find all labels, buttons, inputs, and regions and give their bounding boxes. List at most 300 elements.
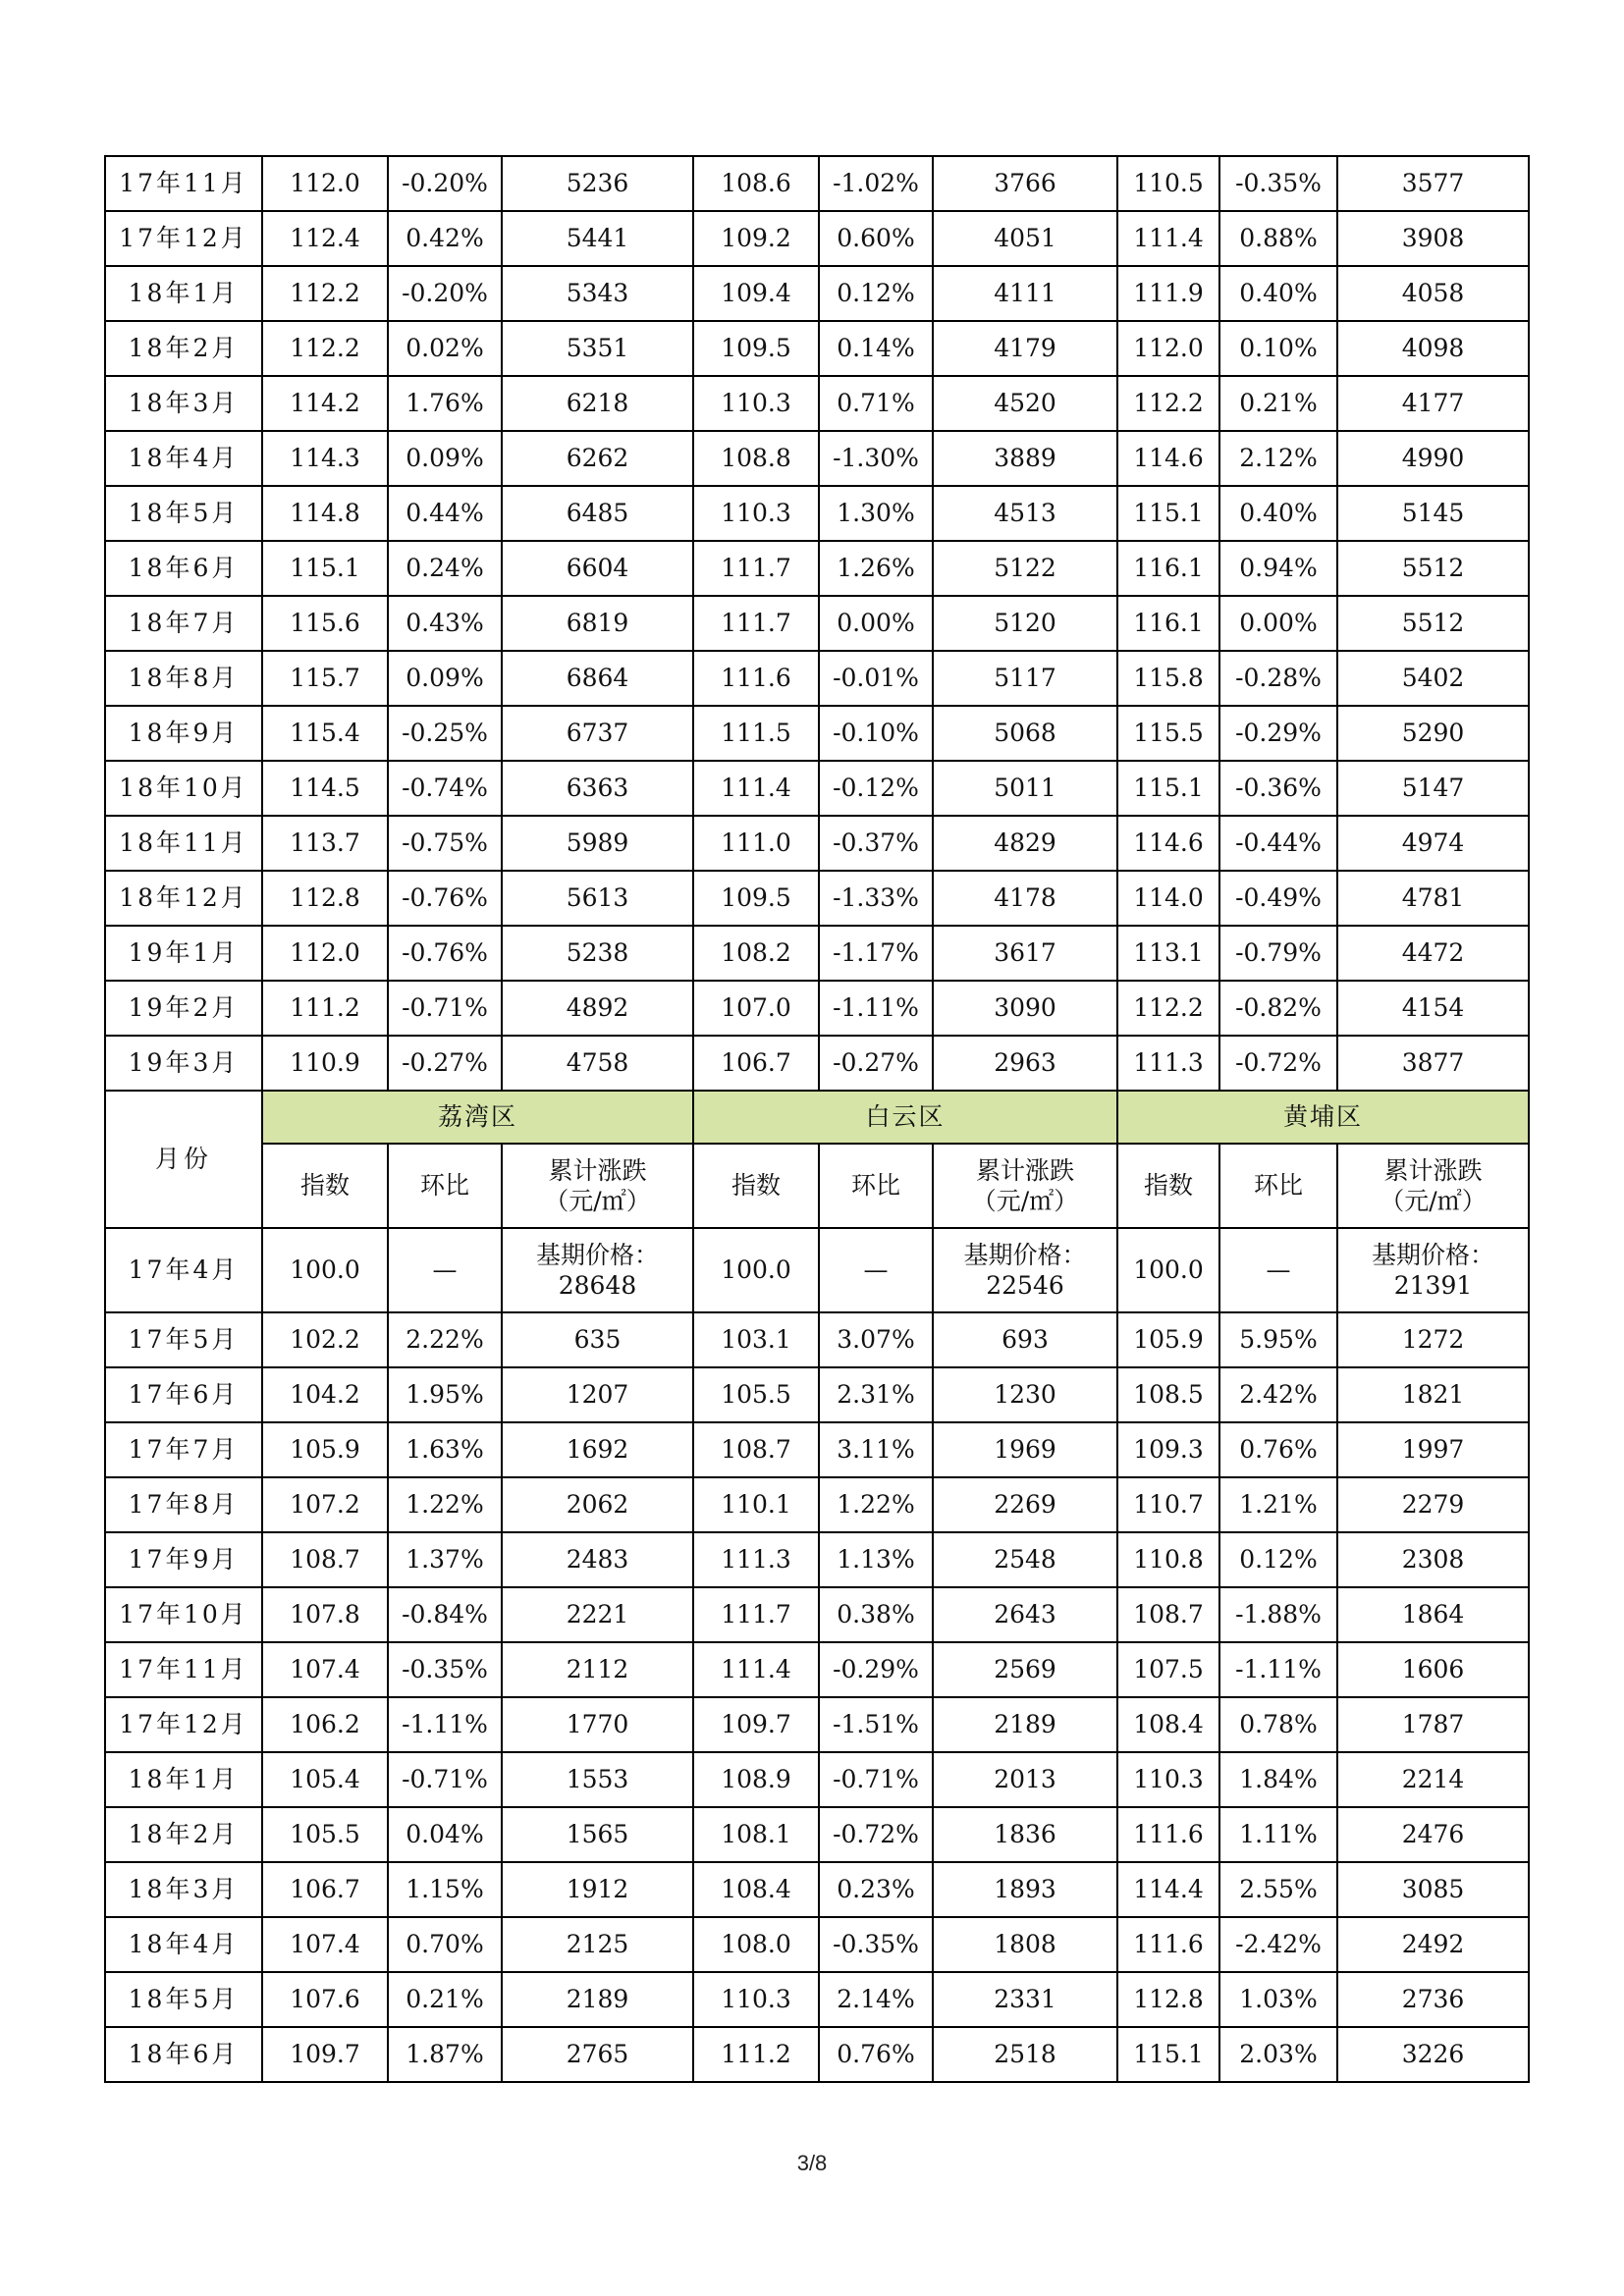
- mom-cell: -1.88%: [1219, 1587, 1337, 1642]
- index-cell: 108.5: [1117, 1367, 1219, 1422]
- index-cell: 112.8: [262, 871, 388, 926]
- mom-cell: -0.28%: [1219, 651, 1337, 706]
- cumulative-cell: 2062: [502, 1477, 693, 1532]
- mom-cell: 0.21%: [1219, 376, 1337, 431]
- index-cell: 110.3: [693, 486, 819, 541]
- header-section: [105, 1091, 1529, 1312]
- mom-cell: 1.76%: [388, 376, 502, 431]
- col-header-cumulative-line2: （元/㎡）: [1380, 1187, 1487, 1215]
- cumulative-cell: 635: [502, 1312, 693, 1367]
- cumulative-cell: 2643: [933, 1587, 1117, 1642]
- base-price-label: 基期价格：: [1371, 1240, 1494, 1269]
- index-cell: 108.6: [693, 156, 819, 211]
- base-price-cell: [1337, 1228, 1529, 1312]
- mom-cell: -0.29%: [819, 1642, 933, 1697]
- mom-cell: 5.95%: [1219, 1312, 1337, 1367]
- table-row: [105, 761, 1529, 816]
- cumulative-cell: 2963: [933, 1036, 1117, 1091]
- base-price-label: 基期价格：: [963, 1240, 1087, 1269]
- cumulative-cell: 1565: [502, 1807, 693, 1862]
- table-row: [105, 1477, 1529, 1532]
- month-cell: 18年7月: [105, 596, 262, 651]
- table-row: [105, 156, 1529, 211]
- mom-cell: -1.30%: [819, 431, 933, 486]
- cumulative-cell: 4051: [933, 211, 1117, 266]
- mom-cell: 3.11%: [819, 1422, 933, 1477]
- cumulative-cell: 1864: [1337, 1587, 1529, 1642]
- cumulative-cell: 5512: [1337, 541, 1529, 596]
- index-cell: 108.0: [693, 1917, 819, 1972]
- index-cell: 115.1: [262, 541, 388, 596]
- cumulative-cell: 3090: [933, 981, 1117, 1036]
- mom-cell: -1.17%: [819, 926, 933, 981]
- mom-cell: 0.14%: [819, 321, 933, 376]
- index-cell: 110.1: [693, 1477, 819, 1532]
- index-cell: 111.4: [693, 1642, 819, 1697]
- index-cell: 107.0: [693, 981, 819, 1036]
- index-cell: 109.5: [693, 321, 819, 376]
- index-cell: 108.7: [693, 1422, 819, 1477]
- table-row: [105, 1862, 1529, 1917]
- cumulative-cell: 6604: [502, 541, 693, 596]
- index-cell: 100.0: [693, 1228, 819, 1312]
- cumulative-cell: 2331: [933, 1972, 1117, 2027]
- index-cell: 108.4: [693, 1862, 819, 1917]
- mom-cell: 0.38%: [819, 1587, 933, 1642]
- cumulative-cell: 4098: [1337, 321, 1529, 376]
- mom-cell: -0.20%: [388, 156, 502, 211]
- index-cell: 110.3: [1117, 1752, 1219, 1807]
- index-cell: 108.7: [1117, 1587, 1219, 1642]
- district-header-baiyun: 白云区: [693, 1091, 1117, 1144]
- mom-cell: -0.84%: [388, 1587, 502, 1642]
- index-cell: 107.4: [262, 1642, 388, 1697]
- mom-cell: 0.78%: [1219, 1697, 1337, 1752]
- col-header-cumulative-line1: 累计涨跌: [548, 1155, 647, 1185]
- index-cell: 110.8: [1117, 1532, 1219, 1587]
- index-cell: 115.5: [1117, 706, 1219, 761]
- cumulative-cell: 2548: [933, 1532, 1117, 1587]
- mom-cell: 1.15%: [388, 1862, 502, 1917]
- index-cell: 110.3: [693, 1972, 819, 2027]
- mom-cell: -1.11%: [819, 981, 933, 1036]
- index-cell: 111.3: [693, 1532, 819, 1587]
- cumulative-cell: 1207: [502, 1367, 693, 1422]
- cumulative-cell: 1606: [1337, 1642, 1529, 1697]
- cumulative-cell: 6218: [502, 376, 693, 431]
- index-cell: 106.7: [693, 1036, 819, 1091]
- mom-cell: -0.76%: [388, 871, 502, 926]
- cumulative-cell: 3226: [1337, 2027, 1529, 2082]
- mom-cell: -1.51%: [819, 1697, 933, 1752]
- index-cell: 108.2: [693, 926, 819, 981]
- cumulative-cell: 5512: [1337, 596, 1529, 651]
- index-cell: 115.1: [1117, 486, 1219, 541]
- mom-cell: -0.37%: [819, 816, 933, 871]
- mom-cell: 2.03%: [1219, 2027, 1337, 2082]
- month-cell: 18年4月: [105, 1917, 262, 1972]
- index-cell: 112.0: [262, 156, 388, 211]
- mom-cell: 2.14%: [819, 1972, 933, 2027]
- mom-cell: -0.71%: [819, 1752, 933, 1807]
- cumulative-cell: 3577: [1337, 156, 1529, 211]
- mom-cell: -0.35%: [388, 1642, 502, 1697]
- mom-cell: —: [819, 1228, 933, 1312]
- cumulative-cell: 1821: [1337, 1367, 1529, 1422]
- table-row: [105, 1697, 1529, 1752]
- cumulative-cell: 5068: [933, 706, 1117, 761]
- index-cell: 115.7: [262, 651, 388, 706]
- mom-cell: 0.21%: [388, 1972, 502, 2027]
- cumulative-cell: 1230: [933, 1367, 1117, 1422]
- table-row: [105, 1917, 1529, 1972]
- cumulative-cell: 3617: [933, 926, 1117, 981]
- col-header-cumulative-line1: 累计涨跌: [975, 1155, 1074, 1185]
- table-row: [105, 816, 1529, 871]
- index-cell: 108.4: [1117, 1697, 1219, 1752]
- mom-cell: 0.76%: [819, 2027, 933, 2082]
- base-price-label: 基期价格：: [535, 1240, 659, 1269]
- month-cell: 17年7月: [105, 1422, 262, 1477]
- index-cell: 114.4: [1117, 1862, 1219, 1917]
- month-header: 月份: [105, 1091, 262, 1228]
- month-cell: 17年11月: [105, 1642, 262, 1697]
- index-cell: 111.6: [1117, 1807, 1219, 1862]
- col-header-cumulative-line2: （元/㎡）: [544, 1187, 651, 1215]
- mom-cell: -0.74%: [388, 761, 502, 816]
- mom-cell: 0.12%: [819, 266, 933, 321]
- index-cell: 108.8: [693, 431, 819, 486]
- index-cell: 105.9: [262, 1422, 388, 1477]
- mom-cell: 0.09%: [388, 651, 502, 706]
- mom-cell: -1.02%: [819, 156, 933, 211]
- table-row: [105, 211, 1529, 266]
- cumulative-cell: 4758: [502, 1036, 693, 1091]
- cumulative-cell: 4829: [933, 816, 1117, 871]
- index-cell: 111.5: [693, 706, 819, 761]
- index-cell: 105.5: [693, 1367, 819, 1422]
- month-cell: 18年6月: [105, 541, 262, 596]
- index-cell: 116.1: [1117, 541, 1219, 596]
- index-cell: 109.5: [693, 871, 819, 926]
- mom-cell: 0.43%: [388, 596, 502, 651]
- mom-cell: 1.13%: [819, 1532, 933, 1587]
- cumulative-cell: 6737: [502, 706, 693, 761]
- mom-cell: 1.87%: [388, 2027, 502, 2082]
- mom-cell: -1.33%: [819, 871, 933, 926]
- mom-cell: 1.63%: [388, 1422, 502, 1477]
- mom-cell: 1.84%: [1219, 1752, 1337, 1807]
- cumulative-cell: 4513: [933, 486, 1117, 541]
- cumulative-cell: 5117: [933, 651, 1117, 706]
- table-row: [105, 266, 1529, 321]
- table-row: [105, 981, 1529, 1036]
- index-cell: 107.6: [262, 1972, 388, 2027]
- mom-cell: 0.02%: [388, 321, 502, 376]
- mom-cell: 1.03%: [1219, 1972, 1337, 2027]
- table-row: [105, 871, 1529, 926]
- cumulative-cell: 1787: [1337, 1697, 1529, 1752]
- mom-cell: 0.23%: [819, 1862, 933, 1917]
- index-cell: 111.2: [262, 981, 388, 1036]
- index-cell: 109.7: [693, 1697, 819, 1752]
- month-cell: 18年10月: [105, 761, 262, 816]
- index-cell: 111.4: [1117, 211, 1219, 266]
- index-cell: 108.9: [693, 1752, 819, 1807]
- mom-cell: -0.71%: [388, 981, 502, 1036]
- cumulative-cell: 1836: [933, 1807, 1117, 1862]
- col-header-cumulative: [1337, 1144, 1529, 1228]
- month-cell: 18年12月: [105, 871, 262, 926]
- table-row: [105, 541, 1529, 596]
- col-header-cumulative-line2: （元/㎡）: [971, 1187, 1079, 1215]
- mom-cell: -0.71%: [388, 1752, 502, 1807]
- table-row: [105, 2027, 1529, 2082]
- table-row: [105, 1312, 1529, 1367]
- mom-cell: -0.36%: [1219, 761, 1337, 816]
- index-cell: 112.2: [1117, 981, 1219, 1036]
- month-cell: 18年3月: [105, 1862, 262, 1917]
- cumulative-cell: 5122: [933, 541, 1117, 596]
- cumulative-cell: 2214: [1337, 1752, 1529, 1807]
- mom-cell: —: [1219, 1228, 1337, 1312]
- cumulative-cell: 5351: [502, 321, 693, 376]
- index-cell: 112.4: [262, 211, 388, 266]
- col-header-mom: 环比: [388, 1144, 502, 1228]
- mom-cell: -0.75%: [388, 816, 502, 871]
- cumulative-cell: 6819: [502, 596, 693, 651]
- month-cell: 18年6月: [105, 2027, 262, 2082]
- month-cell: 17年5月: [105, 1312, 262, 1367]
- cumulative-cell: 5147: [1337, 761, 1529, 816]
- cumulative-cell: 4177: [1337, 376, 1529, 431]
- base-price-value: 28648: [558, 1271, 637, 1300]
- index-cell: 111.7: [693, 1587, 819, 1642]
- table-row: [105, 706, 1529, 761]
- index-cell: 116.1: [1117, 596, 1219, 651]
- month-cell: 17年6月: [105, 1367, 262, 1422]
- mom-cell: 2.12%: [1219, 431, 1337, 486]
- mom-cell: 0.40%: [1219, 486, 1337, 541]
- index-cell: 111.6: [693, 651, 819, 706]
- index-cell: 111.6: [1117, 1917, 1219, 1972]
- cumulative-cell: 5989: [502, 816, 693, 871]
- mom-cell: -0.35%: [1219, 156, 1337, 211]
- table-row: [105, 1587, 1529, 1642]
- index-cell: 114.3: [262, 431, 388, 486]
- cumulative-cell: 3085: [1337, 1862, 1529, 1917]
- index-cell: 115.4: [262, 706, 388, 761]
- index-cell: 107.4: [262, 1917, 388, 1972]
- cumulative-cell: 1272: [1337, 1312, 1529, 1367]
- cumulative-cell: 3877: [1337, 1036, 1529, 1091]
- cumulative-cell: 1553: [502, 1752, 693, 1807]
- table-row: [105, 1752, 1529, 1807]
- table-row: [105, 926, 1529, 981]
- mom-cell: 1.30%: [819, 486, 933, 541]
- cumulative-cell: 2765: [502, 2027, 693, 2082]
- cumulative-cell: 2569: [933, 1642, 1117, 1697]
- cumulative-cell: 2125: [502, 1917, 693, 1972]
- index-cell: 108.1: [693, 1807, 819, 1862]
- cumulative-cell: 6485: [502, 486, 693, 541]
- month-cell: 19年3月: [105, 1036, 262, 1091]
- header-row-columns: [105, 1144, 1529, 1228]
- table-row: [105, 376, 1529, 431]
- top-section: [105, 156, 1529, 1091]
- index-cell: 107.5: [1117, 1642, 1219, 1697]
- index-cell: 115.1: [1117, 2027, 1219, 2082]
- index-cell: 104.2: [262, 1367, 388, 1422]
- col-header-cumulative: [502, 1144, 693, 1228]
- cumulative-cell: 4781: [1337, 871, 1529, 926]
- index-cell: 110.7: [1117, 1477, 1219, 1532]
- cumulative-cell: 2112: [502, 1642, 693, 1697]
- month-cell: 18年3月: [105, 376, 262, 431]
- index-cell: 114.0: [1117, 871, 1219, 926]
- table-row: [105, 651, 1529, 706]
- cumulative-cell: 2279: [1337, 1477, 1529, 1532]
- cumulative-cell: 5343: [502, 266, 693, 321]
- mom-cell: -0.82%: [1219, 981, 1337, 1036]
- table-row: [105, 1532, 1529, 1587]
- index-cell: 113.7: [262, 816, 388, 871]
- mom-cell: -0.27%: [819, 1036, 933, 1091]
- month-cell: 18年1月: [105, 1752, 262, 1807]
- mom-cell: 0.40%: [1219, 266, 1337, 321]
- mom-cell: 1.26%: [819, 541, 933, 596]
- index-cell: 102.2: [262, 1312, 388, 1367]
- month-cell: 19年2月: [105, 981, 262, 1036]
- mom-cell: -0.35%: [819, 1917, 933, 1972]
- cumulative-cell: 3766: [933, 156, 1117, 211]
- index-cell: 109.7: [262, 2027, 388, 2082]
- mom-cell: 0.70%: [388, 1917, 502, 1972]
- mom-cell: 1.21%: [1219, 1477, 1337, 1532]
- col-header-mom: 环比: [819, 1144, 933, 1228]
- index-cell: 105.4: [262, 1752, 388, 1807]
- index-cell: 112.0: [262, 926, 388, 981]
- table-row: [105, 1642, 1529, 1697]
- price-index-table: [104, 155, 1530, 2083]
- index-cell: 109.3: [1117, 1422, 1219, 1477]
- cumulative-cell: 5011: [933, 761, 1117, 816]
- cumulative-cell: 4974: [1337, 816, 1529, 871]
- cumulative-cell: 1912: [502, 1862, 693, 1917]
- index-cell: 108.7: [262, 1532, 388, 1587]
- cumulative-cell: 2736: [1337, 1972, 1529, 2027]
- base-price-cell: [933, 1228, 1117, 1312]
- mom-cell: 0.24%: [388, 541, 502, 596]
- index-cell: 114.2: [262, 376, 388, 431]
- header-row-districts: [105, 1091, 1529, 1144]
- index-cell: 112.0: [1117, 321, 1219, 376]
- index-cell: 110.3: [693, 376, 819, 431]
- month-cell: 18年5月: [105, 486, 262, 541]
- cumulative-cell: 4111: [933, 266, 1117, 321]
- mom-cell: 0.00%: [819, 596, 933, 651]
- index-cell: 111.7: [693, 596, 819, 651]
- month-cell: 17年12月: [105, 1697, 262, 1752]
- index-cell: 110.5: [1117, 156, 1219, 211]
- index-cell: 113.1: [1117, 926, 1219, 981]
- cumulative-cell: 5238: [502, 926, 693, 981]
- mom-cell: 0.76%: [1219, 1422, 1337, 1477]
- index-cell: 114.5: [262, 761, 388, 816]
- base-price-value: 21391: [1393, 1271, 1473, 1300]
- mom-cell: -0.10%: [819, 706, 933, 761]
- cumulative-cell: 4058: [1337, 266, 1529, 321]
- base-period-row: [105, 1228, 1529, 1312]
- table-row: [105, 321, 1529, 376]
- mom-cell: 3.07%: [819, 1312, 933, 1367]
- mom-cell: -0.44%: [1219, 816, 1337, 871]
- index-cell: 100.0: [1117, 1228, 1219, 1312]
- district-header-huangpu: 黄埔区: [1117, 1091, 1529, 1144]
- mom-cell: -0.01%: [819, 651, 933, 706]
- cumulative-cell: 5145: [1337, 486, 1529, 541]
- col-header-index: 指数: [262, 1144, 388, 1228]
- mom-cell: 2.42%: [1219, 1367, 1337, 1422]
- month-cell: 17年9月: [105, 1532, 262, 1587]
- cumulative-cell: 2189: [933, 1697, 1117, 1752]
- index-cell: 111.0: [693, 816, 819, 871]
- cumulative-cell: 5120: [933, 596, 1117, 651]
- index-cell: 110.9: [262, 1036, 388, 1091]
- mom-cell: 2.31%: [819, 1367, 933, 1422]
- index-cell: 107.8: [262, 1587, 388, 1642]
- index-cell: 105.9: [1117, 1312, 1219, 1367]
- cumulative-cell: 2476: [1337, 1807, 1529, 1862]
- cumulative-cell: 5402: [1337, 651, 1529, 706]
- cumulative-cell: 4472: [1337, 926, 1529, 981]
- mom-cell: -0.20%: [388, 266, 502, 321]
- index-cell: 111.4: [693, 761, 819, 816]
- mom-cell: -0.79%: [1219, 926, 1337, 981]
- mom-cell: 1.22%: [819, 1477, 933, 1532]
- month-cell: 17年11月: [105, 156, 262, 211]
- cumulative-cell: 1893: [933, 1862, 1117, 1917]
- table-row: [105, 1422, 1529, 1477]
- cumulative-cell: 6363: [502, 761, 693, 816]
- mom-cell: 0.60%: [819, 211, 933, 266]
- index-cell: 111.7: [693, 541, 819, 596]
- index-cell: 112.8: [1117, 1972, 1219, 2027]
- mom-cell: 0.44%: [388, 486, 502, 541]
- mom-cell: —: [388, 1228, 502, 1312]
- mom-cell: 1.22%: [388, 1477, 502, 1532]
- mom-cell: 2.22%: [388, 1312, 502, 1367]
- cumulative-cell: 1969: [933, 1422, 1117, 1477]
- month-cell: 18年11月: [105, 816, 262, 871]
- index-cell: 112.2: [262, 321, 388, 376]
- col-header-index: 指数: [1117, 1144, 1219, 1228]
- cumulative-cell: 5236: [502, 156, 693, 211]
- cumulative-cell: 4154: [1337, 981, 1529, 1036]
- mom-cell: 0.00%: [1219, 596, 1337, 651]
- mom-cell: 0.71%: [819, 376, 933, 431]
- cumulative-cell: 2483: [502, 1532, 693, 1587]
- index-cell: 111.9: [1117, 266, 1219, 321]
- index-cell: 106.2: [262, 1697, 388, 1752]
- index-cell: 115.6: [262, 596, 388, 651]
- index-cell: 111.3: [1117, 1036, 1219, 1091]
- cumulative-cell: 1770: [502, 1697, 693, 1752]
- cumulative-cell: 4179: [933, 321, 1117, 376]
- cumulative-cell: 2308: [1337, 1532, 1529, 1587]
- cumulative-cell: 2269: [933, 1477, 1117, 1532]
- mom-cell: 0.88%: [1219, 211, 1337, 266]
